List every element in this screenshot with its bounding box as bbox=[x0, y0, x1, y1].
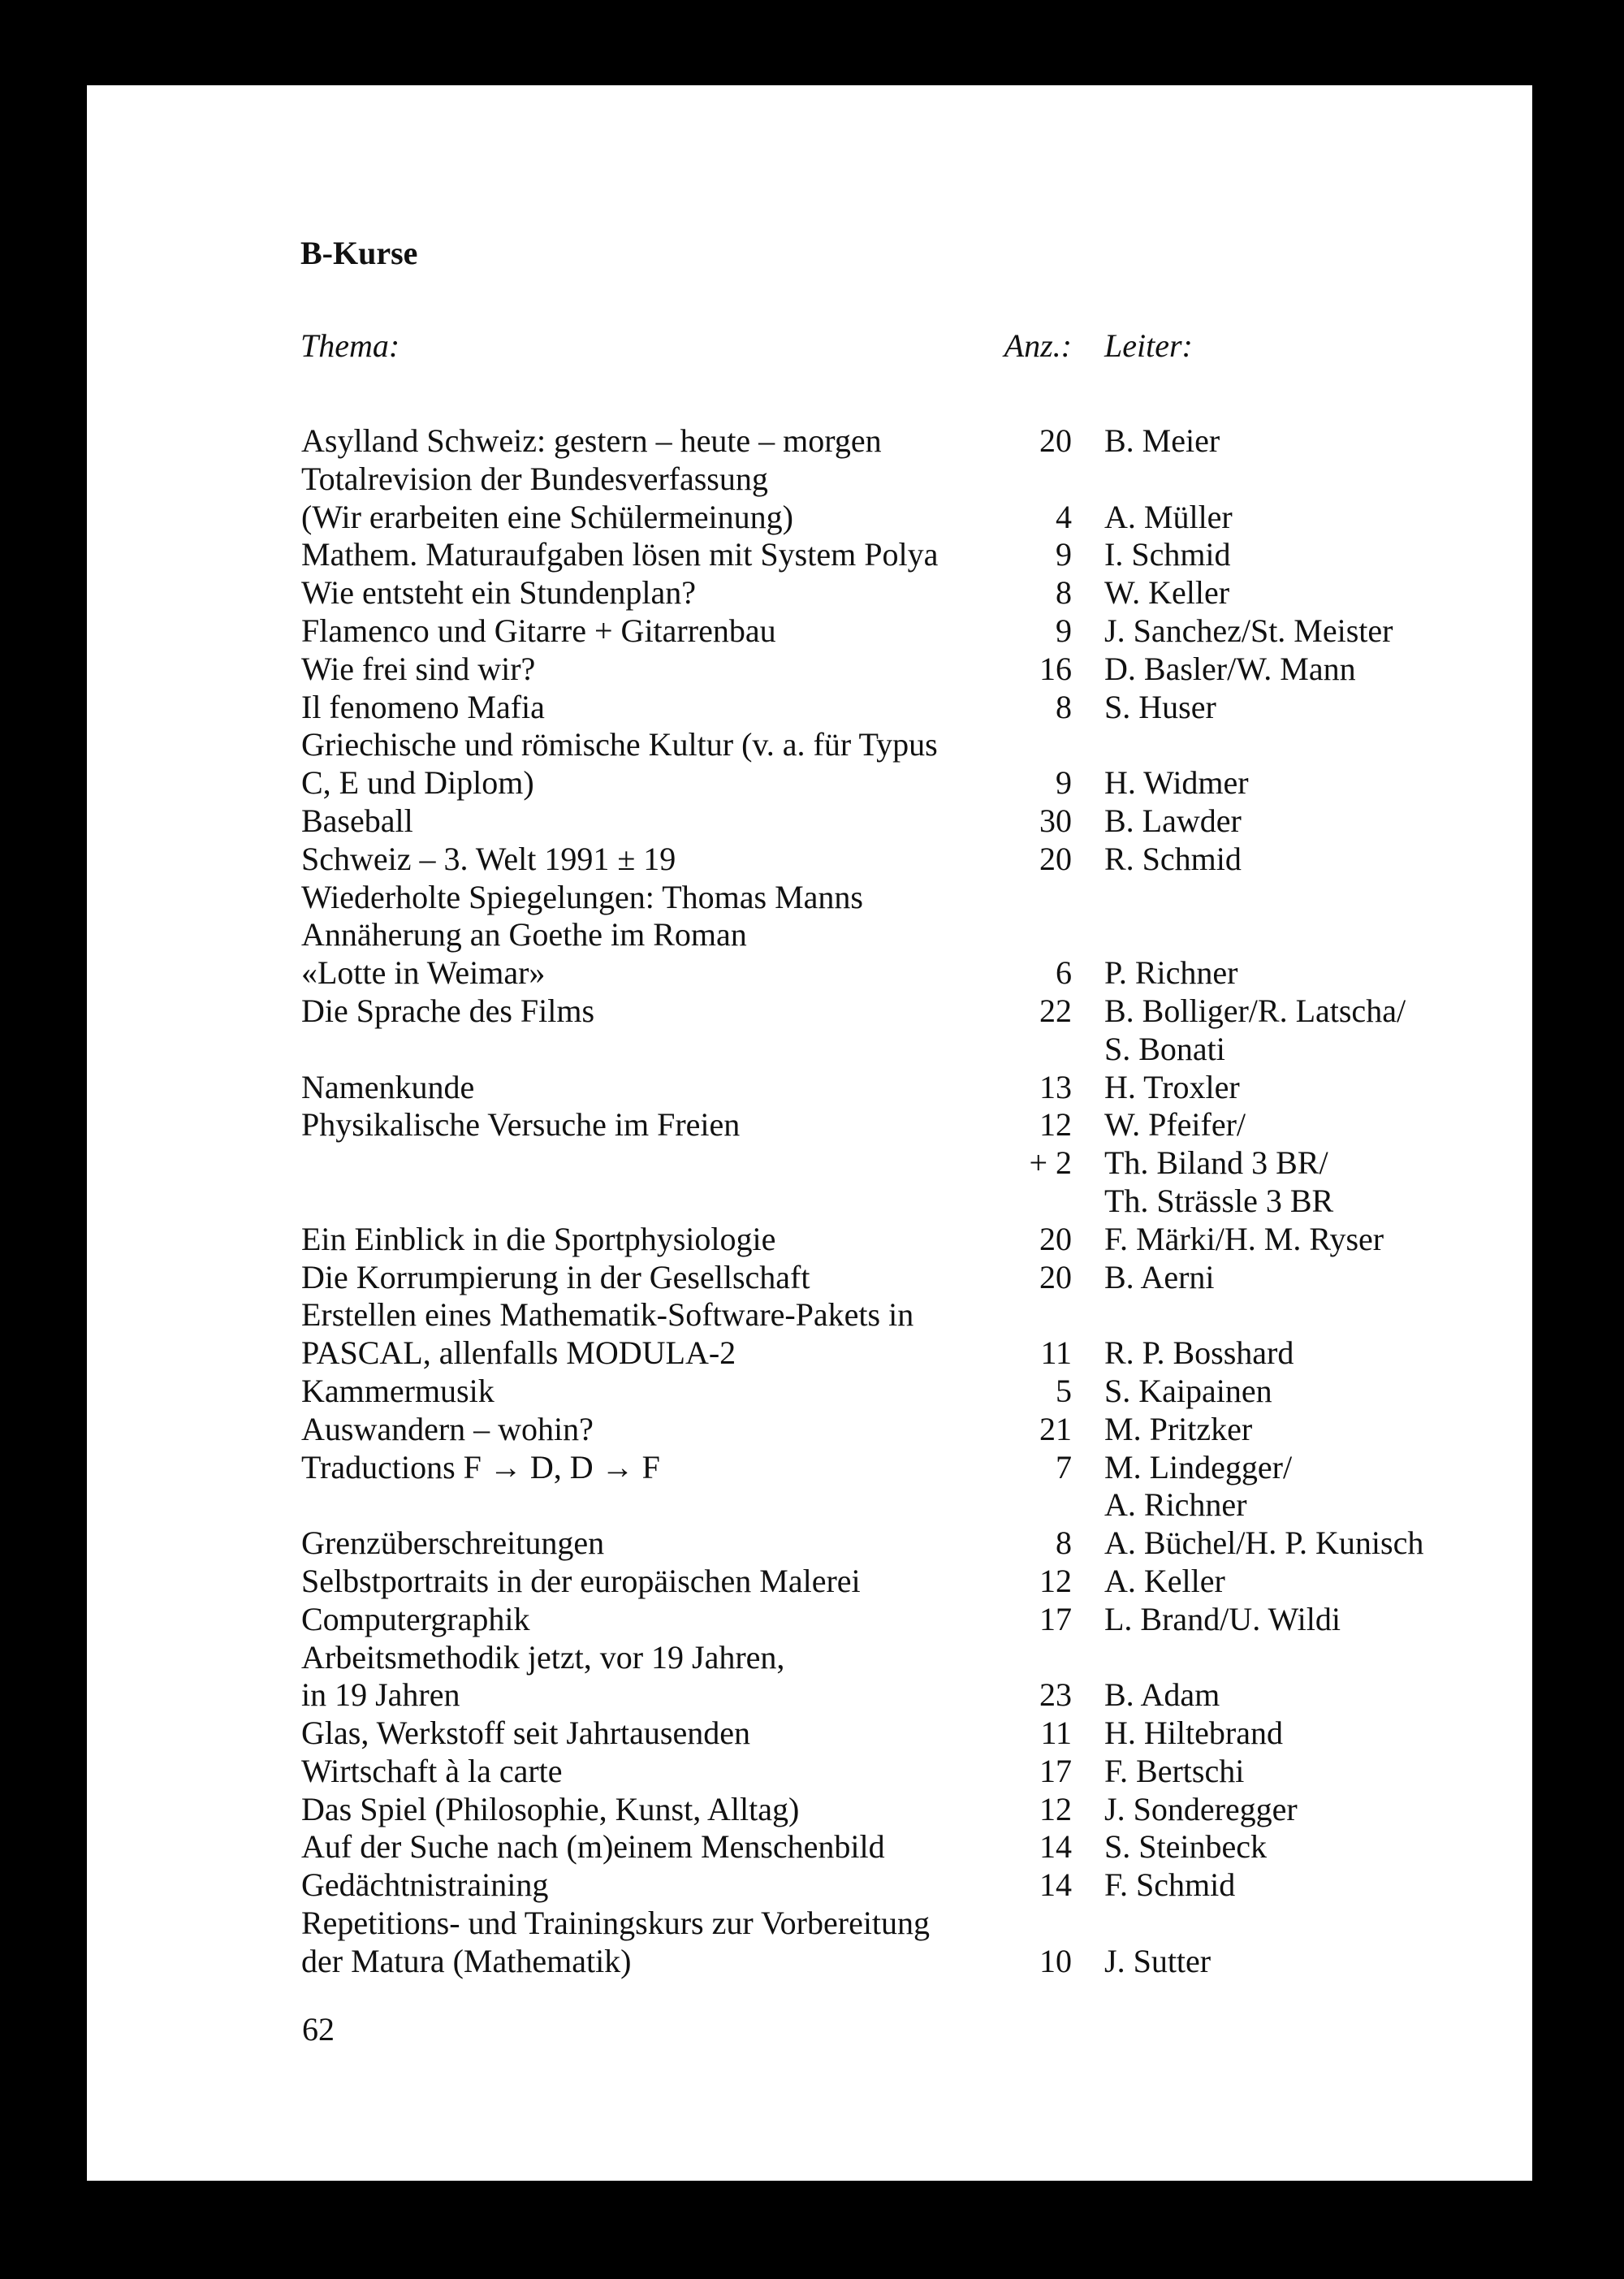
participant-count: 12 bbox=[1039, 1106, 1072, 1144]
course-row bbox=[0, 1183, 1624, 1221]
course-title: Erstellen eines Mathematik-Software-Pakets in bbox=[301, 1296, 914, 1334]
course-row bbox=[0, 726, 1624, 764]
course-title: PASCAL, allenfalls MODULA-2 bbox=[301, 1334, 736, 1372]
course-row bbox=[0, 916, 1624, 954]
participant-count: 12 bbox=[1039, 1562, 1072, 1599]
course-title: Schweiz – 3. Welt 1991 ± 19 bbox=[301, 840, 676, 877]
participant-count: 8 bbox=[1056, 1524, 1072, 1562]
column-header-thema: Thema: bbox=[300, 327, 400, 364]
course-row bbox=[0, 1791, 1624, 1829]
course-title: Totalrevision der Bundesverfassung bbox=[301, 460, 768, 497]
course-leader: F. Schmid bbox=[1104, 1866, 1236, 1904]
participant-count: 14 bbox=[1039, 1828, 1072, 1866]
participant-count: 9 bbox=[1056, 764, 1072, 802]
course-title: «Lotte in Weimar» bbox=[301, 954, 546, 992]
participant-count: + 2 bbox=[1029, 1144, 1072, 1182]
participant-count: 11 bbox=[1040, 1334, 1072, 1372]
course-leader: Th. Biland 3 BR/ bbox=[1104, 1144, 1328, 1182]
course-leader: F. Bertschi bbox=[1104, 1752, 1245, 1789]
participant-count: 7 bbox=[1056, 1448, 1072, 1485]
course-leader: Th. Strässle 3 BR bbox=[1104, 1182, 1334, 1219]
course-leader: B. Adam bbox=[1104, 1676, 1220, 1714]
course-row bbox=[0, 1221, 1624, 1259]
course-row bbox=[0, 1411, 1624, 1449]
course-title: in 19 Jahren bbox=[301, 1676, 460, 1714]
course-title: Mathem. Maturaufgaben lösen mit System Polya bbox=[301, 536, 939, 573]
course-leader: A. Keller bbox=[1104, 1562, 1225, 1599]
participant-count: 9 bbox=[1056, 536, 1072, 573]
course-title: der Matura (Mathematik) bbox=[301, 1942, 632, 1979]
course-row bbox=[0, 1031, 1624, 1069]
course-row bbox=[0, 1144, 1624, 1183]
participant-count: 10 bbox=[1039, 1942, 1072, 1979]
course-row bbox=[0, 1676, 1624, 1715]
course-row bbox=[0, 1639, 1624, 1677]
course-title: Glas, Werkstoff seit Jahrtausenden bbox=[301, 1715, 750, 1752]
course-leader: W. Pfeifer/ bbox=[1104, 1106, 1246, 1144]
course-leader: D. Basler/W. Mann bbox=[1104, 650, 1356, 687]
course-row bbox=[0, 1069, 1624, 1107]
page-heading: B-Kurse bbox=[300, 235, 418, 271]
course-row bbox=[0, 879, 1624, 917]
participant-count: 5 bbox=[1056, 1372, 1072, 1409]
course-leader: B. Bolliger/R. Latscha/ bbox=[1104, 992, 1406, 1029]
course-leader: W. Keller bbox=[1104, 574, 1230, 612]
course-title: Auf der Suche nach (m)einem Menschenbild bbox=[301, 1828, 885, 1866]
course-row bbox=[0, 1905, 1624, 1943]
participant-count: 21 bbox=[1039, 1410, 1072, 1447]
course-row bbox=[0, 461, 1624, 499]
course-row bbox=[0, 1943, 1624, 1981]
course-row bbox=[0, 612, 1624, 651]
course-row bbox=[0, 536, 1624, 574]
course-leader: B. Aerni bbox=[1104, 1258, 1215, 1295]
participant-count: 17 bbox=[1039, 1752, 1072, 1789]
course-leader: F. Märki/H. M. Ryser bbox=[1104, 1220, 1384, 1257]
course-title: Wie entsteht ein Stundenplan? bbox=[301, 574, 697, 612]
course-leader: S. Bonati bbox=[1104, 1030, 1225, 1067]
course-leader: I. Schmid bbox=[1104, 536, 1231, 573]
course-row bbox=[0, 1715, 1624, 1753]
course-title: Namenkunde bbox=[301, 1068, 475, 1105]
page-number: 62 bbox=[302, 2011, 335, 2048]
course-row bbox=[0, 1334, 1624, 1373]
course-row bbox=[0, 1486, 1624, 1524]
course-title: Physikalische Versuche im Freien bbox=[301, 1106, 741, 1144]
participant-count: 4 bbox=[1056, 498, 1072, 535]
course-row bbox=[0, 1866, 1624, 1905]
participant-count: 22 bbox=[1039, 992, 1072, 1029]
course-title: Traductions F → D, D → F bbox=[301, 1448, 660, 1485]
course-title: Ein Einblick in die Sportphysiologie bbox=[301, 1220, 776, 1257]
course-row bbox=[0, 1259, 1624, 1297]
course-title: Wirtschaft à la carte bbox=[301, 1752, 563, 1789]
course-row bbox=[0, 802, 1624, 841]
course-row bbox=[0, 1373, 1624, 1411]
course-row bbox=[0, 1449, 1624, 1487]
course-leader: A. Richner bbox=[1104, 1486, 1247, 1524]
course-leader: H. Widmer bbox=[1104, 764, 1249, 802]
course-leader: B. Meier bbox=[1104, 422, 1220, 459]
course-leader: S. Steinbeck bbox=[1104, 1828, 1267, 1866]
course-leader: R. P. Bosshard bbox=[1104, 1334, 1294, 1372]
course-list bbox=[0, 422, 1624, 1981]
course-title: Wiederholte Spiegelungen: Thomas Manns bbox=[301, 878, 863, 915]
course-title: Auswandern – wohin? bbox=[301, 1410, 594, 1447]
course-row bbox=[0, 992, 1624, 1031]
course-title: Gedächtnistraining bbox=[301, 1866, 549, 1904]
participant-count: 12 bbox=[1039, 1790, 1072, 1827]
course-title: Baseball bbox=[301, 802, 413, 839]
course-row bbox=[0, 689, 1624, 727]
column-header-leiter: Leiter: bbox=[1104, 327, 1193, 364]
course-title: Selbstportraits in der europäischen Malerei bbox=[301, 1562, 861, 1599]
course-row bbox=[0, 764, 1624, 802]
course-leader: J. Sonderegger bbox=[1104, 1790, 1298, 1827]
course-row bbox=[0, 499, 1624, 537]
course-row bbox=[0, 1753, 1624, 1791]
participant-count: 8 bbox=[1056, 574, 1072, 612]
course-title: Kammermusik bbox=[301, 1372, 495, 1409]
course-row bbox=[0, 1601, 1624, 1639]
course-leader: H. Hiltebrand bbox=[1104, 1715, 1283, 1752]
course-title: Griechische und römische Kultur (v. a. für Typus bbox=[301, 726, 938, 763]
course-row bbox=[0, 1563, 1624, 1601]
course-title: Il fenomeno Mafia bbox=[301, 688, 545, 725]
participant-count: 23 bbox=[1039, 1676, 1072, 1714]
course-title: Wie frei sind wir? bbox=[301, 650, 536, 687]
course-leader: B. Lawder bbox=[1104, 802, 1242, 839]
course-title: Annäherung an Goethe im Roman bbox=[301, 916, 747, 954]
participant-count: 14 bbox=[1039, 1866, 1072, 1904]
course-row bbox=[0, 651, 1624, 689]
participant-count: 6 bbox=[1056, 954, 1072, 992]
course-title: Die Korrumpierung in der Gesellschaft bbox=[301, 1258, 810, 1295]
course-title: Flamenco und Gitarre + Gitarrenbau bbox=[301, 612, 776, 649]
course-leader: J. Sutter bbox=[1104, 1942, 1212, 1979]
course-title: (Wir erarbeiten eine Schülermeinung) bbox=[301, 498, 793, 535]
course-leader: A. Müller bbox=[1104, 498, 1233, 535]
participant-count: 20 bbox=[1039, 1220, 1072, 1257]
course-title: Grenzüberschreitungen bbox=[301, 1524, 605, 1562]
participant-count: 20 bbox=[1039, 422, 1072, 459]
course-title: Die Sprache des Films bbox=[301, 992, 595, 1029]
course-leader: S. Huser bbox=[1104, 688, 1216, 725]
participant-count: 11 bbox=[1040, 1715, 1072, 1752]
course-row bbox=[0, 1296, 1624, 1334]
course-leader: L. Brand/U. Wildi bbox=[1104, 1600, 1341, 1637]
participant-count: 17 bbox=[1039, 1600, 1072, 1637]
participant-count: 8 bbox=[1056, 688, 1072, 725]
participant-count: 20 bbox=[1039, 1258, 1072, 1295]
course-title: Asylland Schweiz: gestern – heute – morgen bbox=[301, 422, 882, 459]
course-leader: H. Troxler bbox=[1104, 1068, 1240, 1105]
course-title: Das Spiel (Philosophie, Kunst, Alltag) bbox=[301, 1790, 800, 1827]
course-row bbox=[0, 574, 1624, 612]
course-leader: J. Sanchez/St. Meister bbox=[1104, 612, 1393, 649]
course-row bbox=[0, 954, 1624, 992]
participant-count: 13 bbox=[1039, 1068, 1072, 1105]
course-title: Computergraphik bbox=[301, 1600, 530, 1637]
participant-count: 20 bbox=[1039, 840, 1072, 877]
course-leader: A. Büchel/H. P. Kunisch bbox=[1104, 1524, 1424, 1562]
course-row bbox=[0, 1106, 1624, 1144]
participant-count: 9 bbox=[1056, 612, 1072, 649]
participant-count: 16 bbox=[1039, 650, 1072, 687]
course-title: Repetitions- und Trainingskurs zur Vorbereitung bbox=[301, 1905, 931, 1942]
course-leader: P. Richner bbox=[1104, 954, 1238, 992]
course-leader: R. Schmid bbox=[1104, 840, 1242, 877]
column-header-anz: Anz.: bbox=[1004, 327, 1072, 364]
course-leader: M. Pritzker bbox=[1104, 1410, 1253, 1447]
course-row bbox=[0, 841, 1624, 879]
course-leader: M. Lindegger/ bbox=[1104, 1448, 1293, 1485]
course-leader: S. Kaipainen bbox=[1104, 1372, 1272, 1409]
course-row bbox=[0, 1828, 1624, 1866]
course-row bbox=[0, 422, 1624, 461]
participant-count: 30 bbox=[1039, 802, 1072, 839]
course-title: Arbeitsmethodik jetzt, vor 19 Jahren, bbox=[301, 1638, 785, 1676]
course-row bbox=[0, 1524, 1624, 1563]
course-title: C, E und Diplom) bbox=[301, 764, 534, 802]
